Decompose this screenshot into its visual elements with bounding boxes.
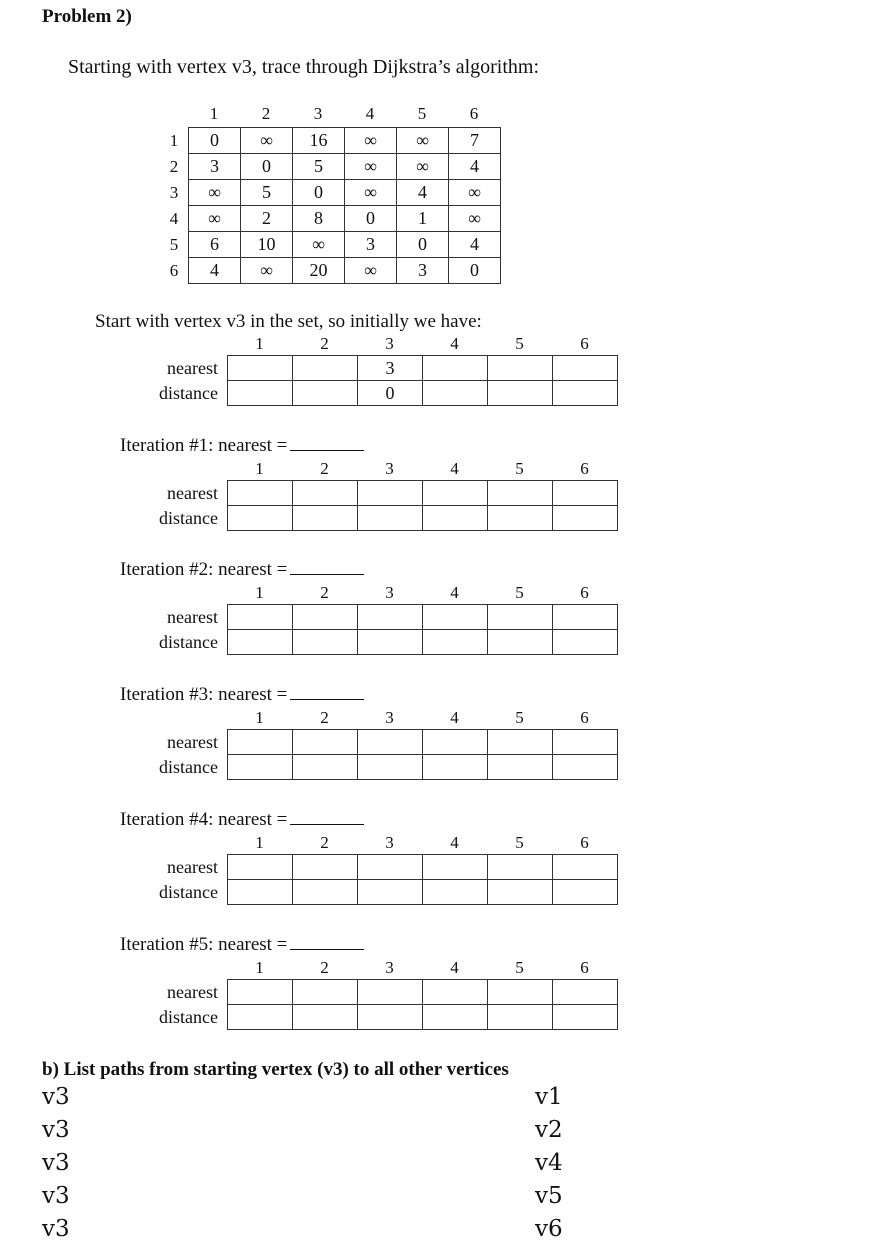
matrix-cell: 4	[189, 258, 241, 284]
trace-col-header: 1	[255, 833, 264, 852]
distance-cell[interactable]	[488, 630, 553, 655]
trace-col-header: 2	[320, 708, 329, 727]
matrix-cell: 0	[293, 180, 345, 206]
iteration-label-text: Iteration #4: nearest =	[120, 809, 288, 830]
matrix-cell: 6	[189, 232, 241, 258]
nearest-row-label: nearest	[167, 607, 218, 627]
iteration-label	[120, 684, 364, 706]
matrix-cell: 5	[241, 180, 293, 206]
nearest-row	[228, 356, 618, 381]
matrix-cell: ∞	[345, 180, 397, 206]
iteration-label-text: Iteration #5: nearest =	[120, 934, 288, 955]
nearest-row-label: nearest	[167, 982, 218, 1002]
path-to: v4	[535, 1150, 563, 1176]
distance-cell[interactable]	[293, 880, 358, 905]
matrix-cell: ∞	[241, 258, 293, 284]
trace-table	[227, 604, 618, 655]
matrix-col-header: 6	[469, 104, 479, 123]
nearest-row	[228, 481, 618, 506]
distance-cell[interactable]	[358, 630, 423, 655]
matrix-row-header: 4	[169, 209, 179, 228]
iteration-label-text: Iteration #3: nearest =	[120, 684, 288, 705]
trace-col-header: 4	[450, 334, 459, 353]
iteration-label-text: Iteration #2: nearest =	[120, 559, 288, 580]
nearest-blank-line[interactable]	[290, 573, 364, 575]
trace-col-header: 6	[580, 459, 589, 478]
nearest-cell[interactable]	[293, 356, 358, 381]
matrix-cell: 2	[241, 206, 293, 232]
trace-table	[227, 979, 618, 1030]
trace-col-header: 2	[320, 833, 329, 852]
nearest-row-label: nearest	[167, 857, 218, 877]
nearest-row-label: nearest	[167, 483, 218, 503]
nearest-cell[interactable]	[423, 605, 488, 630]
distance-cell[interactable]	[228, 506, 293, 531]
distance-row-label: distance	[159, 508, 218, 528]
trace-col-header: 5	[515, 583, 524, 602]
distance-cell[interactable]	[423, 880, 488, 905]
distance-cell[interactable]	[293, 755, 358, 780]
distance-cell[interactable]	[423, 630, 488, 655]
problem-intro: Starting with vertex v3, trace through Dijkstra’s algorithm:	[68, 56, 540, 78]
nearest-blank-line[interactable]	[290, 823, 364, 825]
distance-row	[228, 880, 618, 905]
distance-row	[228, 506, 618, 531]
distance-row-label: distance	[159, 757, 218, 777]
problem-title: Problem 2)	[42, 6, 132, 27]
trace-col-header: 1	[255, 459, 264, 478]
matrix-cell: 20	[293, 258, 345, 284]
distance-cell[interactable]	[553, 506, 618, 531]
nearest-cell[interactable]	[423, 980, 488, 1005]
trace-col-header: 1	[255, 334, 264, 353]
distance-cell[interactable]	[228, 630, 293, 655]
trace-col-header: 3	[385, 708, 394, 727]
trace-col-header: 6	[580, 334, 589, 353]
iteration-label	[120, 435, 364, 457]
matrix-row	[189, 232, 501, 258]
trace-col-header: 2	[320, 459, 329, 478]
matrix-cell: ∞	[449, 180, 501, 206]
matrix-cell: 3	[345, 232, 397, 258]
trace-col-header: 6	[580, 958, 589, 977]
nearest-blank-line[interactable]	[290, 698, 364, 700]
distance-cell[interactable]	[358, 755, 423, 780]
part-b-heading: b) List paths from starting vertex (v3) to all other vertices	[42, 1059, 509, 1080]
distance-cell[interactable]: 0	[358, 381, 423, 406]
matrix-cell: 10	[241, 232, 293, 258]
distance-cell[interactable]	[293, 1005, 358, 1030]
matrix-cell: 3	[397, 258, 449, 284]
distance-cell[interactable]	[488, 381, 553, 406]
distance-row	[228, 630, 618, 655]
trace-table	[227, 729, 618, 780]
matrix-cell: 1	[397, 206, 449, 232]
nearest-cell[interactable]	[293, 605, 358, 630]
nearest-cell[interactable]	[228, 980, 293, 1005]
matrix-cell: 0	[397, 232, 449, 258]
distance-cell[interactable]	[553, 880, 618, 905]
trace-col-header: 4	[450, 708, 459, 727]
adjacency-matrix	[188, 127, 501, 284]
nearest-cell[interactable]	[423, 855, 488, 880]
nearest-cell[interactable]	[358, 855, 423, 880]
nearest-cell[interactable]: 3	[358, 356, 423, 381]
nearest-cell[interactable]	[553, 855, 618, 880]
matrix-cell: 4	[449, 232, 501, 258]
trace-col-header: 5	[515, 708, 524, 727]
nearest-cell[interactable]	[228, 730, 293, 755]
distance-cell[interactable]	[488, 755, 553, 780]
distance-row-label: distance	[159, 383, 218, 403]
nearest-cell[interactable]	[488, 980, 553, 1005]
matrix-cell: ∞	[345, 258, 397, 284]
distance-row	[228, 381, 618, 406]
trace-col-header: 4	[450, 459, 459, 478]
path-from: v3	[42, 1117, 70, 1143]
matrix-row	[189, 258, 501, 284]
distance-cell[interactable]	[423, 381, 488, 406]
path-from: v3	[42, 1183, 70, 1209]
distance-cell[interactable]	[553, 381, 618, 406]
trace-col-header: 6	[580, 708, 589, 727]
matrix-col-header: 1	[209, 104, 219, 123]
matrix-row-header: 6	[169, 261, 179, 280]
nearest-cell[interactable]	[488, 481, 553, 506]
distance-row-label: distance	[159, 1007, 218, 1027]
path-from: v3	[42, 1084, 70, 1110]
trace-col-header: 3	[385, 958, 394, 977]
matrix-row	[189, 180, 501, 206]
nearest-cell[interactable]	[293, 730, 358, 755]
matrix-col-header: 2	[261, 104, 271, 123]
matrix-cell: 3	[189, 154, 241, 180]
nearest-row	[228, 730, 618, 755]
matrix-row-header: 1	[169, 131, 179, 150]
nearest-cell[interactable]	[488, 855, 553, 880]
trace-col-header: 3	[385, 334, 394, 353]
matrix-cell: ∞	[241, 128, 293, 154]
nearest-cell[interactable]	[293, 980, 358, 1005]
nearest-cell[interactable]	[553, 980, 618, 1005]
matrix-col-header: 3	[313, 104, 323, 123]
matrix-cell: 0	[345, 206, 397, 232]
path-from: v3	[42, 1216, 70, 1242]
trace-col-header: 6	[580, 833, 589, 852]
nearest-cell[interactable]	[423, 730, 488, 755]
path-to: v5	[535, 1183, 563, 1209]
matrix-cell: ∞	[397, 128, 449, 154]
distance-cell[interactable]	[293, 506, 358, 531]
nearest-cell[interactable]	[423, 356, 488, 381]
distance-row-label: distance	[159, 882, 218, 902]
matrix-cell: 0	[241, 154, 293, 180]
nearest-cell[interactable]	[228, 855, 293, 880]
path-to: v1	[535, 1084, 563, 1110]
trace-col-header: 3	[385, 459, 394, 478]
nearest-cell[interactable]	[228, 605, 293, 630]
nearest-cell[interactable]	[358, 980, 423, 1005]
nearest-cell[interactable]	[488, 605, 553, 630]
distance-row	[228, 755, 618, 780]
distance-cell[interactable]	[553, 755, 618, 780]
trace-col-header: 4	[450, 958, 459, 977]
distance-cell[interactable]	[293, 630, 358, 655]
matrix-row-header: 3	[169, 183, 179, 202]
trace-table	[227, 355, 618, 406]
matrix-cell: ∞	[397, 154, 449, 180]
nearest-cell[interactable]	[553, 730, 618, 755]
iteration-label	[120, 559, 364, 581]
nearest-cell[interactable]	[228, 356, 293, 381]
matrix-row	[189, 206, 501, 232]
distance-cell[interactable]	[423, 755, 488, 780]
nearest-cell[interactable]	[553, 605, 618, 630]
distance-row-label: distance	[159, 632, 218, 652]
trace-table	[227, 480, 618, 531]
nearest-cell[interactable]	[553, 356, 618, 381]
matrix-cell: 4	[397, 180, 449, 206]
nearest-cell[interactable]	[358, 481, 423, 506]
nearest-cell[interactable]	[488, 730, 553, 755]
iteration-label	[120, 934, 364, 956]
trace-col-header: 1	[255, 958, 264, 977]
distance-cell[interactable]	[423, 1005, 488, 1030]
matrix-cell: 0	[189, 128, 241, 154]
distance-cell[interactable]	[228, 880, 293, 905]
trace-col-header: 6	[580, 583, 589, 602]
path-to: v2	[535, 1117, 563, 1143]
distance-cell[interactable]	[488, 506, 553, 531]
matrix-row	[189, 128, 501, 154]
nearest-row-label: nearest	[167, 358, 218, 378]
nearest-row	[228, 855, 618, 880]
distance-cell[interactable]	[488, 880, 553, 905]
matrix-col-header: 5	[417, 104, 427, 123]
trace-col-header: 5	[515, 833, 524, 852]
path-from: v3	[42, 1150, 70, 1176]
matrix-cell: ∞	[189, 180, 241, 206]
path-to: v6	[535, 1216, 563, 1242]
matrix-row	[189, 154, 501, 180]
trace-col-header: 3	[385, 583, 394, 602]
distance-cell[interactable]	[358, 880, 423, 905]
trace-col-header: 2	[320, 583, 329, 602]
distance-cell[interactable]	[293, 381, 358, 406]
trace-col-header: 5	[515, 958, 524, 977]
matrix-cell: 5	[293, 154, 345, 180]
matrix-cell: 16	[293, 128, 345, 154]
nearest-row	[228, 605, 618, 630]
distance-cell[interactable]	[423, 506, 488, 531]
distance-cell[interactable]	[228, 381, 293, 406]
trace-col-header: 5	[515, 334, 524, 353]
nearest-cell[interactable]	[358, 730, 423, 755]
matrix-cell: ∞	[449, 206, 501, 232]
nearest-cell[interactable]	[553, 481, 618, 506]
start-text: Start with vertex v3 in the set, so initially we have:	[95, 311, 482, 332]
nearest-cell[interactable]	[228, 481, 293, 506]
nearest-cell[interactable]	[488, 356, 553, 381]
trace-col-header: 2	[320, 334, 329, 353]
distance-row	[228, 1005, 618, 1030]
matrix-cell: 7	[449, 128, 501, 154]
distance-cell[interactable]	[488, 1005, 553, 1030]
trace-table	[227, 854, 618, 905]
nearest-cell[interactable]	[358, 605, 423, 630]
matrix-col-header: 4	[365, 104, 375, 123]
distance-cell[interactable]	[358, 506, 423, 531]
nearest-blank-line[interactable]	[290, 449, 364, 451]
nearest-blank-line[interactable]	[290, 948, 364, 950]
distance-cell[interactable]	[228, 755, 293, 780]
nearest-cell[interactable]	[293, 481, 358, 506]
matrix-cell: ∞	[189, 206, 241, 232]
matrix-cell: 8	[293, 206, 345, 232]
distance-cell[interactable]	[358, 1005, 423, 1030]
distance-cell[interactable]	[228, 1005, 293, 1030]
nearest-row	[228, 980, 618, 1005]
matrix-cell: ∞	[293, 232, 345, 258]
iteration-label-text: Iteration #1: nearest =	[120, 435, 288, 456]
trace-col-header: 1	[255, 583, 264, 602]
nearest-cell[interactable]	[423, 481, 488, 506]
trace-col-header: 5	[515, 459, 524, 478]
nearest-cell[interactable]	[293, 855, 358, 880]
trace-col-header: 4	[450, 833, 459, 852]
distance-cell[interactable]	[553, 630, 618, 655]
matrix-cell: ∞	[345, 128, 397, 154]
matrix-cell: ∞	[345, 154, 397, 180]
matrix-cell: 0	[449, 258, 501, 284]
iteration-label	[120, 809, 364, 831]
nearest-row-label: nearest	[167, 732, 218, 752]
matrix-row-header: 2	[169, 157, 179, 176]
trace-col-header: 4	[450, 583, 459, 602]
distance-cell[interactable]	[553, 1005, 618, 1030]
matrix-cell: 4	[449, 154, 501, 180]
trace-col-header: 1	[255, 708, 264, 727]
trace-col-header: 3	[385, 833, 394, 852]
matrix-row-header: 5	[169, 235, 179, 254]
trace-col-header: 2	[320, 958, 329, 977]
